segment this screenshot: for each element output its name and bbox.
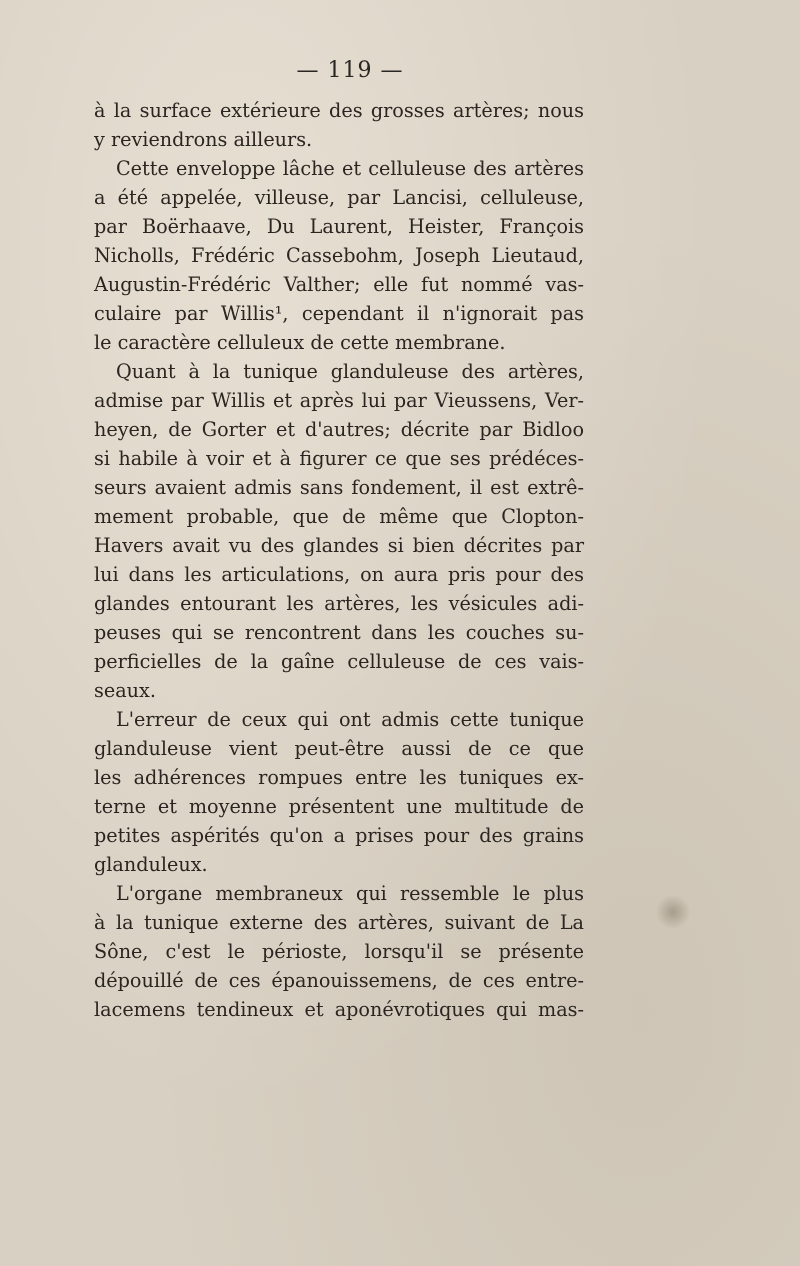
text-line: culaire par Willis¹, cependant il n'ignorait pas (94, 302, 584, 325)
text-line: dépouillé de ces épanouissemens, de ces entre- (94, 969, 584, 992)
text-line: admise par Willis et après lui par Vieussens, Ver- (94, 389, 584, 412)
paper-stain (655, 895, 691, 929)
text-line: Sône, c'est le périoste, lorsqu'il se présente (94, 940, 584, 963)
text-line: Quant à la tunique glanduleuse des artères, (116, 360, 584, 383)
text-line: mement probable, que de même que Clopton- (94, 505, 584, 528)
text-line: à la tunique externe des artères, suivant de La (94, 911, 584, 934)
text-line: a été appelée, villeuse, par Lancisi, celluleuse, (94, 186, 584, 209)
text-line: glandes entourant les artères, les vésicules adi- (94, 592, 584, 615)
body-text (94, 96, 584, 1024)
text-line: Augustin-Frédéric Valther; elle fut nommé vas- (94, 273, 584, 296)
text-line: seaux. (94, 679, 156, 702)
text-line: petites aspérités qu'on a prises pour des grains (94, 824, 584, 847)
text-line: perficielles de la gaîne celluleuse de ces vais- (94, 650, 584, 673)
text-line: heyen, de Gorter et d'autres; décrite par Bidloo (94, 418, 584, 441)
text-line: L'organe membraneux qui ressemble le plus (116, 882, 584, 905)
text-line: Havers avait vu des glandes si bien décrites par (94, 534, 584, 557)
text-line: le caractère celluleux de cette membrane. (94, 331, 506, 354)
text-line: terne et moyenne présentent une multitude de (94, 795, 584, 818)
text-line: les adhérences rompues entre les tuniques ex- (94, 766, 584, 789)
text-line: Cette enveloppe lâche et celluleuse des artères (116, 157, 584, 180)
text-line: à la surface extérieure des grosses artères; nous (94, 99, 584, 122)
text-line: si habile à voir et à figurer ce que ses prédéces- (94, 447, 584, 470)
text-line: Nicholls, Frédéric Cassebohm, Joseph Lieutaud, (94, 244, 584, 267)
text-line: par Boërhaave, Du Laurent, Heister, François (94, 215, 584, 238)
text-line: glanduleux. (94, 853, 208, 876)
text-line: peuses qui se rencontrent dans les couches su- (94, 621, 584, 644)
text-line: y reviendrons ailleurs. (94, 128, 313, 151)
text-line: L'erreur de ceux qui ont admis cette tunique (116, 708, 584, 731)
text-line: seurs avaient admis sans fondement, il est extrê- (94, 476, 584, 499)
text-line: lui dans les articulations, on aura pris pour des (94, 563, 584, 586)
text-line: lacemens tendineux et aponévrotiques qui mas- (94, 998, 584, 1021)
page-number: — 119 — (296, 58, 404, 83)
text-line: glanduleuse vient peut-être aussi de ce que (94, 737, 584, 760)
